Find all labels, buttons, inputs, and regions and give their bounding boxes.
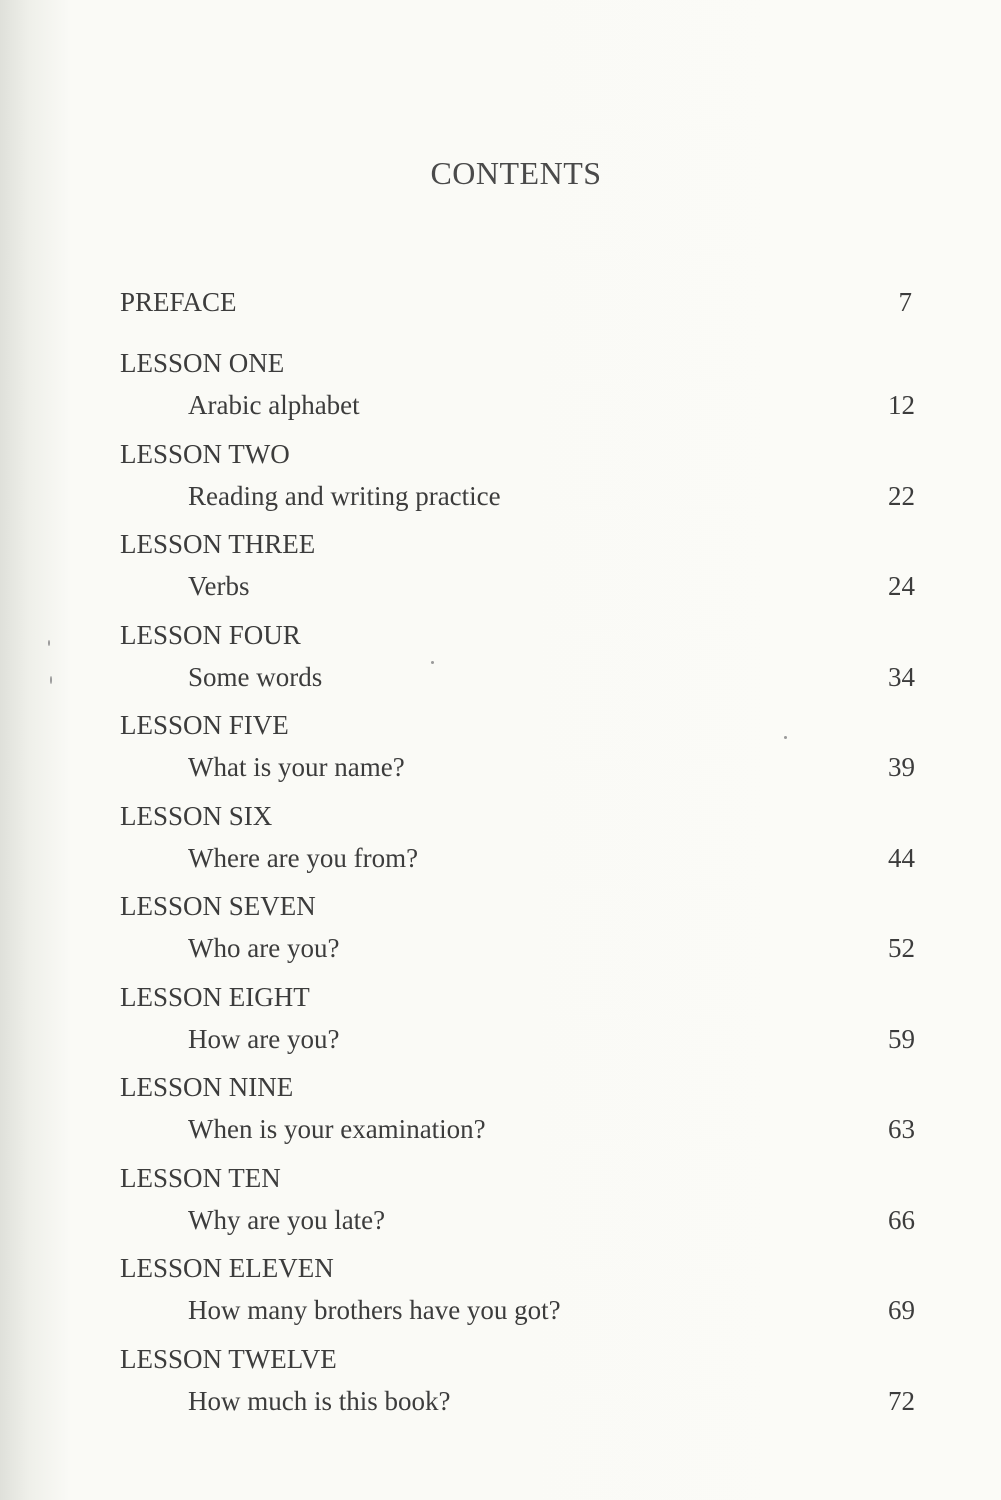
preface-title: PREFACE [120, 287, 237, 317]
scan-speck [784, 736, 787, 739]
lesson-page-number: 24 [888, 571, 915, 601]
lesson-subtitle: Some words [188, 661, 323, 692]
lesson-page-number: 69 [888, 1295, 915, 1325]
lesson-title: LESSON ONE [120, 348, 285, 378]
toc-entry-lesson-7 [120, 889, 915, 980]
lesson-page-number: 12 [888, 390, 915, 420]
table-of-contents [120, 346, 915, 1432]
lesson-page-number: 34 [888, 661, 915, 692]
lesson-title: LESSON FOUR [120, 619, 301, 650]
toc-entry-lesson-10 [120, 1161, 915, 1252]
lesson-title: LESSON THREE [120, 529, 316, 559]
lesson-subtitle: Why are you late? [188, 1204, 386, 1235]
scan-speck [431, 661, 434, 664]
lesson-page-number: 59 [888, 1023, 915, 1054]
toc-entry-lesson-9 [120, 1070, 915, 1161]
lesson-title: LESSON ELEVEN [120, 1253, 334, 1283]
lesson-subtitle: How are you? [188, 1023, 340, 1054]
toc-entry-lesson-8 [120, 980, 915, 1071]
lesson-subtitle: Who are you? [188, 933, 340, 963]
lesson-subtitle: How much is this book? [188, 1385, 451, 1416]
lesson-title: LESSON TEN [120, 1162, 281, 1193]
lesson-title: LESSON SEVEN [120, 891, 316, 921]
lesson-page-number: 39 [888, 752, 915, 782]
scan-speck [48, 640, 50, 646]
lesson-title: LESSON SIX [120, 800, 273, 831]
toc-entry-preface [120, 287, 912, 321]
lesson-subtitle: When is your examination? [188, 1114, 486, 1144]
lesson-subtitle: Verbs [188, 571, 250, 601]
toc-entry-lesson-12 [120, 1342, 915, 1433]
toc-entry-lesson-6 [120, 799, 915, 890]
lesson-subtitle: Arabic alphabet [188, 390, 360, 420]
lesson-title: LESSON TWO [120, 438, 290, 469]
toc-entry-lesson-1 [120, 346, 915, 437]
toc-entry-lesson-3 [120, 527, 915, 618]
lesson-page-number: 72 [888, 1385, 915, 1416]
lesson-title: LESSON EIGHT [120, 981, 310, 1012]
toc-entry-lesson-11 [120, 1251, 915, 1342]
lesson-page-number: 63 [888, 1114, 915, 1144]
lesson-title: LESSON NINE [120, 1072, 294, 1102]
lesson-subtitle: What is your name? [188, 752, 405, 782]
lesson-page-number: 66 [888, 1204, 915, 1235]
lesson-subtitle: Where are you from? [188, 842, 419, 873]
lesson-page-number: 22 [888, 480, 915, 511]
lesson-page-number: 52 [888, 933, 915, 963]
toc-entry-lesson-4 [120, 618, 915, 709]
lesson-title: LESSON TWELVE [120, 1343, 337, 1374]
lesson-title: LESSON FIVE [120, 710, 289, 740]
toc-entry-lesson-2 [120, 437, 915, 528]
lesson-subtitle: Reading and writing practice [188, 480, 501, 511]
contents-heading: CONTENTS [430, 155, 602, 191]
preface-page-number: 7 [898, 287, 912, 317]
toc-entry-lesson-5 [120, 708, 915, 799]
lesson-page-number: 44 [888, 842, 915, 873]
scan-speck [50, 676, 52, 684]
lesson-subtitle: How many brothers have you got? [188, 1295, 561, 1325]
